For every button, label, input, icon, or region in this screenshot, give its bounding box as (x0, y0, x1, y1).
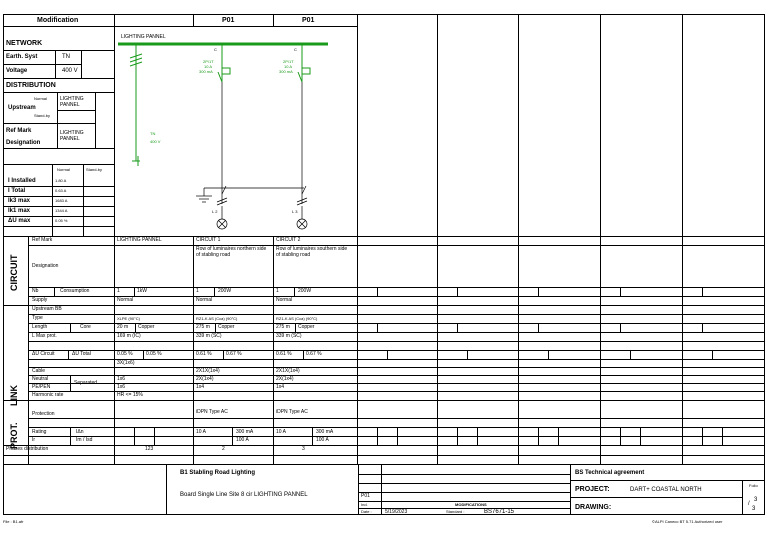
currents-normal-header: Normal (57, 167, 70, 172)
row-nb: Nb (32, 288, 39, 294)
c0-cable: 3X(1x6) (117, 360, 135, 366)
load-1-label: L 2 (212, 209, 218, 214)
i-installed-value: 1.80 A (55, 178, 67, 183)
c2-designation: Row of luminaires southern side of stabling road (276, 246, 348, 258)
earth-label: Earth. Syst (6, 54, 38, 60)
row-designation: Designation (32, 263, 59, 269)
c1-rating: 10 A (196, 429, 207, 435)
c2-ir: 100 A (316, 437, 329, 443)
row-neutral: Neutral (32, 376, 49, 382)
c2-duc: 0.61 % (276, 351, 292, 357)
row-type: Type (32, 315, 43, 321)
c0-core: Copper (138, 324, 155, 330)
tb-title-line1: B1 Stabling Road Lighting (180, 470, 255, 476)
distribution-title: DISTRIBUTION (6, 82, 56, 89)
earth-value: TN (62, 54, 70, 60)
c1-phases: 2 (222, 446, 225, 452)
c2-phases: 3 (302, 446, 305, 452)
circuit-section-label: CIRCUIT (9, 254, 19, 291)
c1-cable: 2X1X(1x4) (196, 368, 220, 374)
c0-ref: LIGHTING PANNEL (117, 237, 162, 243)
voltage-value: 400 V (62, 68, 78, 74)
c2-idn: 300 mA (316, 429, 334, 435)
c0-duc: 0.05 % (117, 351, 133, 357)
c1-protection: iDPN Type AC (196, 409, 228, 415)
c2-poles: 2P/1T (283, 59, 294, 64)
row-phases: Phases distribution (6, 446, 49, 452)
c1-nb: 1 (196, 288, 199, 294)
row-length: Length (32, 324, 48, 330)
standby-label: Stand-by (34, 113, 51, 118)
c1-neutral: 2X(1x4) (196, 376, 214, 382)
currents-standby-header: Stand-by (86, 167, 103, 172)
i-total-label: I Total (8, 188, 26, 194)
c1-supply: Normal (196, 297, 213, 303)
modification-label: Modification (37, 17, 79, 24)
c1-duc: 0.61 % (196, 351, 212, 357)
ik3-label: Ik3 max (8, 198, 31, 204)
load-2-label: L 3 (292, 209, 298, 214)
tb-standard-label: Standard : (446, 509, 465, 514)
c2-rating: 10 A (276, 429, 287, 435)
c0-supply: Normal (117, 297, 134, 303)
tb-modifications: MODIFICATIONS (455, 502, 487, 507)
i-installed-label: I Installed (8, 178, 36, 184)
ik1-label: Ik1 max (8, 208, 31, 214)
c1-pe: 1x4 (196, 384, 205, 390)
tb-folio-label: Folio (749, 483, 758, 488)
c0-length: 20 m (117, 324, 129, 330)
c0-lmax: 169 m (IC) (117, 333, 141, 339)
row-im: Im / Isd (76, 437, 93, 443)
c1-rating: 10 A (204, 64, 213, 69)
tb-ind: Ind. (361, 502, 368, 507)
c1-ir: 100 A (236, 437, 249, 443)
c2-type: RZ1-K AS (Cca) (90°C) (276, 316, 318, 321)
c2-nb: 1 (276, 288, 279, 294)
c2-length: 275 m (276, 324, 290, 330)
c0-harmonic: HR <= 15% (117, 392, 143, 398)
c0-pe: 1x6 (117, 384, 126, 390)
c1-type: RZ1-K AS (Cca) (90°C) (196, 316, 238, 321)
tb-standard-value: BS7671-15 (484, 509, 515, 515)
tb-rev: P01 (361, 493, 370, 499)
tb-title-line2: Board Single Line Site 8 cir LIGHTING PANNEL (180, 492, 308, 498)
folio-slash: / (748, 501, 750, 507)
c2-pe: 1x4 (276, 384, 285, 390)
tb-date-label: Date : (361, 509, 372, 514)
tb-folio-den: 3 (752, 506, 756, 512)
du-max-value: 0.05 % (55, 218, 68, 223)
c2-rating: 10 A (284, 64, 293, 69)
network-title: NETWORK (6, 40, 43, 47)
ik3-value: 1683 A (55, 198, 68, 203)
c2-protection: iDPN Type AC (276, 409, 308, 415)
row-lmax: L Max prot. (32, 333, 57, 339)
upstream-label: Upstream (8, 105, 36, 111)
prot-section-label: PROT. (9, 422, 19, 449)
c1-curve: C (214, 47, 217, 52)
c0-dut: 0.05 % (146, 351, 162, 357)
c0-phases: 123 (145, 446, 154, 452)
tb-folio-num: 3 (754, 497, 758, 503)
row-du-total: ΔU Total (72, 351, 91, 357)
header-col2: P01 (302, 17, 315, 24)
row-upstream-bb: Upstream BB (32, 306, 62, 312)
c2-lmax: 339 m (SC) (276, 333, 302, 339)
row-pe-pen: PE/PEN (32, 384, 51, 390)
header-col1: P01 (222, 17, 235, 24)
row-supply: Supply (32, 297, 48, 303)
c2-sensitivity: 300 mA (279, 69, 293, 74)
row-idn: IΔn (76, 429, 84, 435)
i-total-value: 0.63 A (55, 188, 67, 193)
c1-designation: Row of luminaires northern side of stabling road (196, 246, 267, 258)
footer-file: File : B1.afr (3, 519, 24, 524)
c2-supply: Normal (276, 297, 293, 303)
c1-ref: CIRCUIT 1 (196, 237, 221, 243)
c1-sensitivity: 300 mA (199, 69, 213, 74)
tb-date-value: 5/19/2023 (385, 509, 408, 515)
row-ref-mark: Ref Mark (32, 237, 53, 243)
row-du-circuit: ΔU Circuit (32, 351, 55, 357)
c0-nb: 1 (117, 288, 120, 294)
tb-project-label: PROJECT: (575, 486, 610, 493)
c0-neutral: 1x6 (117, 376, 126, 382)
c1-cons: 200W (218, 288, 232, 294)
row-separated: Separated (74, 380, 98, 386)
row-protection: Protection (32, 411, 55, 417)
link-section-label: LINK (9, 385, 19, 406)
c1-dut: 0.67 % (226, 351, 242, 357)
ref-mark-label: Ref Mark (6, 128, 32, 134)
c2-curve: C (294, 47, 297, 52)
c0-type: XLPE (90°C) (117, 316, 140, 321)
c2-cable: 2X1X(1x4) (276, 368, 300, 374)
c2-cons: 200W (298, 288, 312, 294)
row-core: Core (80, 324, 91, 330)
ref-mark-value: LIGHTING PANNEL (60, 130, 84, 142)
c0-cons: 1kW (137, 288, 147, 294)
c1-idn: 300 mA (236, 429, 254, 435)
c2-neutral: 2X(1x4) (276, 376, 294, 382)
row-consumption: Consumption (60, 288, 90, 294)
source-tn: TN (150, 131, 156, 136)
footer-copyright: ©ALPI Caneco BT 5.71 Authorized user (652, 519, 723, 524)
c2-dut: 0.67 % (306, 351, 322, 357)
tb-drawing-label: DRAWING: (575, 504, 612, 511)
c1-length: 275 m (196, 324, 210, 330)
tb-agreement: BS Technical agreement (575, 470, 645, 476)
row-cable: Cable (32, 368, 46, 374)
du-max-label: ΔU max (8, 218, 31, 224)
row-harmonic: Harmonic rate (32, 392, 64, 398)
c2-core: Copper (298, 324, 315, 330)
c1-lmax: 339 m (SC) (196, 333, 222, 339)
panel-label: LIGHTING PANNEL (121, 34, 166, 40)
tb-project-value: DART+ COASTAL NORTH (630, 487, 702, 493)
c1-core: Copper (218, 324, 235, 330)
designation-label: Designation (6, 140, 41, 146)
normal-label: Normal (34, 96, 47, 101)
row-rating: Rating (32, 429, 47, 435)
ik1-value: 1344 A (55, 208, 68, 213)
c2-ref: CIRCUIT 2 (276, 237, 301, 243)
c1-poles: 2P/1T (203, 59, 214, 64)
voltage-label: Voltage (6, 68, 28, 74)
row-ir: Ir (32, 437, 36, 443)
upstream-value: LIGHTING PANNEL (60, 96, 84, 108)
source-voltage: 400 V (150, 139, 161, 144)
